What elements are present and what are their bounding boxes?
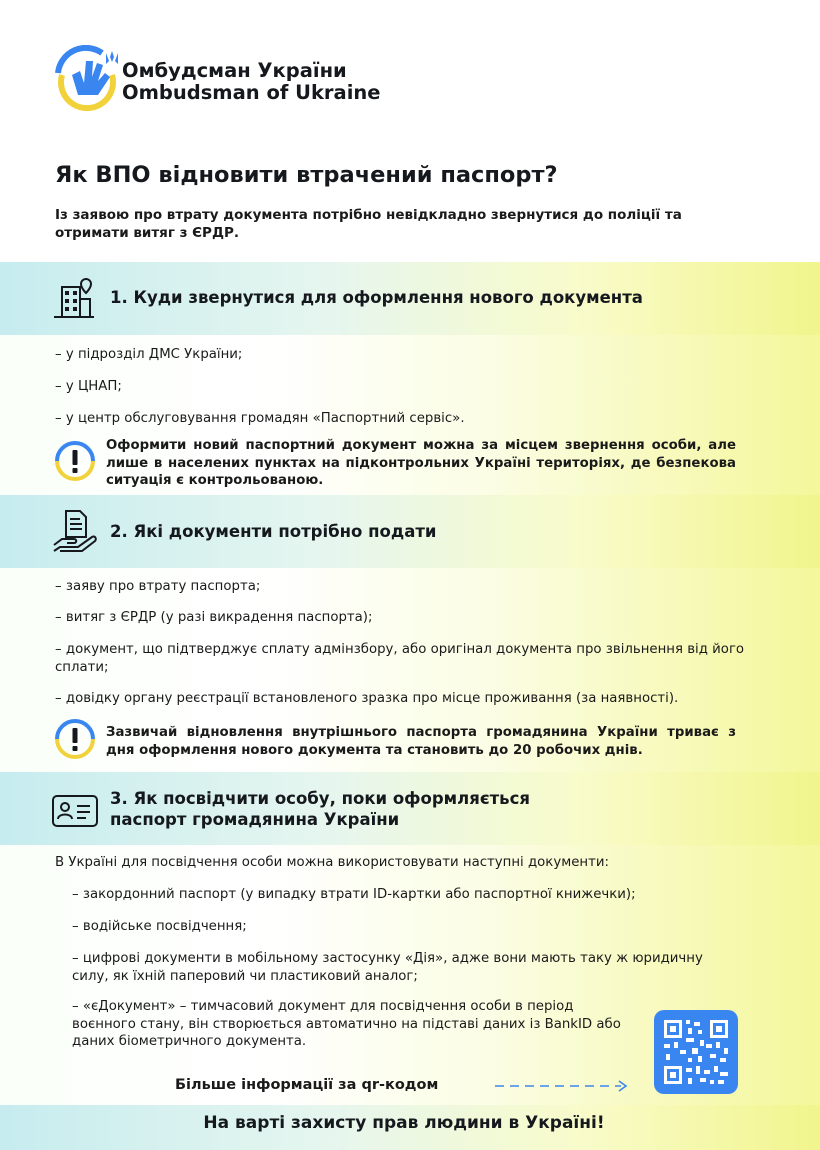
- exclamation-circle-icon: [54, 440, 96, 482]
- section3-item-1: – закордонний паспорт (у випадку втрати ID-картки або паспортної книжечки);: [72, 887, 636, 902]
- section3-item-3: – цифрові документи в мобільному застосунку «Дія», адже вони мають таку ж юридичну силу, як їхній паперовий чи пластиковий аналог;: [72, 951, 703, 984]
- section3-item-2: – водійське посвідчення;: [72, 919, 247, 934]
- ombudsman-logo-icon: [50, 45, 122, 111]
- section3-lead: В Україні для посвідчення особи можна використовувати наступні документи:: [55, 855, 609, 870]
- section1-title: 1. Куди звернутися для оформлення нового документа: [110, 288, 643, 307]
- document-hand-icon: [50, 507, 100, 557]
- building-location-icon: [50, 275, 100, 325]
- intro-text: Із заявою про втрату документа потрібно невідкладно звернутися до поліції та отримати витяг з ЄРДР.: [55, 207, 682, 241]
- id-card-icon: [50, 786, 100, 836]
- section2-item-2: – витяг з ЄРДР (у разі викрадення паспорта);: [55, 610, 373, 625]
- more-info-text: Більше інформації за qr-кодом: [175, 1077, 439, 1093]
- dashed-arrow-icon: [495, 1077, 630, 1095]
- section2-item-4: – довідку органу реєстрації встановленого зразка про місце проживання (за наявності).: [55, 691, 679, 706]
- section2-item-3: – документ, що підтверджує сплату адмінзбору, або оригінал документа про звільнення від його сплати;: [55, 642, 745, 675]
- section2-warning: Зазвичай відновлення внутрішнього паспорта громадянина України триває з дня оформлення нового документа та становить до 20 робочих днів.: [106, 725, 736, 758]
- section3-title: [110, 788, 530, 830]
- section3-title-line1: 3. Як посвідчити особу, поки оформляється: [110, 789, 530, 808]
- section1-item-1: – у підрозділ ДМС України;: [55, 347, 243, 362]
- section3-item-4: – «єДокумент» – тимчасовий документ для посвідчення особи в період воєнного стану, він створюється автоматично на підставі даних із BankID або даних біометричного документа.: [72, 999, 621, 1049]
- logo-text: [122, 60, 381, 104]
- footer-slogan: На варті захисту прав людини в Україні!: [203, 1113, 605, 1133]
- page-title: Як ВПО відновити втрачений паспорт?: [55, 162, 558, 188]
- qr-code[interactable]: [654, 1010, 738, 1094]
- exclamation-circle-icon: [54, 718, 96, 760]
- section1-warning: Оформити новий паспортний документ можна за місцем звернення особи, але лише в населених пунктах на підконтрольних Україні територіях, де безпекова ситуація є контрольованою.: [106, 438, 736, 488]
- section3-title-line2: паспорт громадянина України: [110, 810, 400, 829]
- logo-line2: Ombudsman of Ukraine: [122, 81, 381, 104]
- logo-line1: Омбудсман України: [122, 59, 347, 82]
- section1-item-2: – у ЦНАП;: [55, 379, 122, 394]
- qr-code-icon: [654, 1010, 738, 1094]
- section2-item-1: – заяву про втрату паспорта;: [55, 579, 261, 594]
- section1-item-3: – у центр обслуговування громадян «Паспортний сервіс».: [55, 411, 465, 426]
- section2-title: 2. Які документи потрібно подати: [110, 522, 437, 541]
